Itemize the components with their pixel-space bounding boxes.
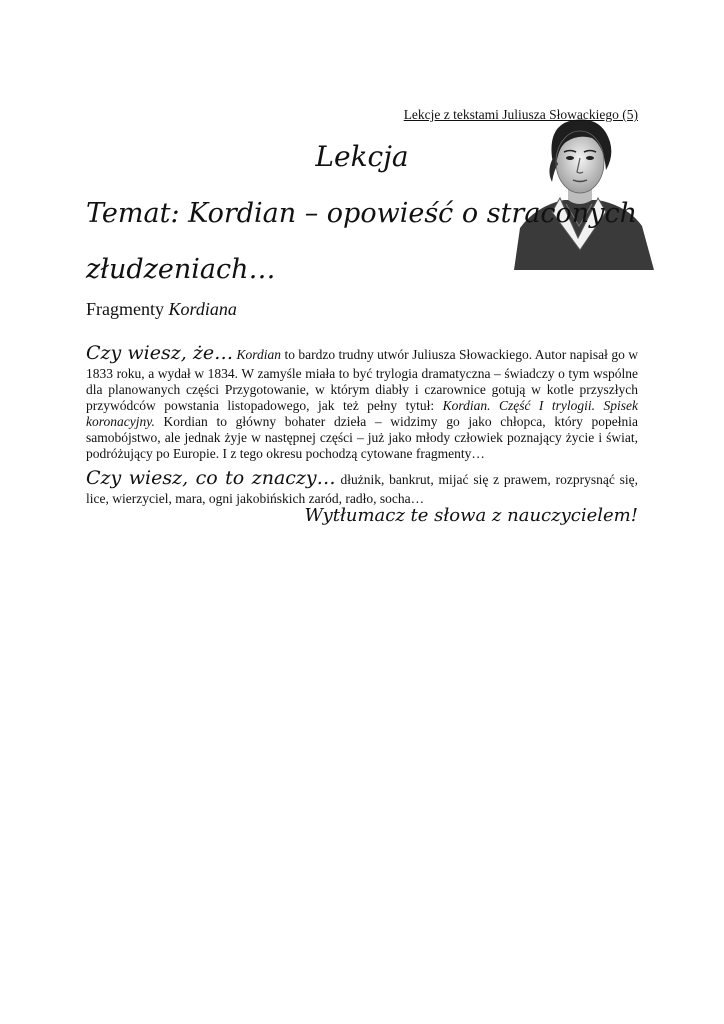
fragments-heading bbox=[86, 299, 237, 320]
fragments-label: Fragmenty bbox=[86, 299, 164, 319]
closing-instruction: Wytłumacz te słowa z nauczycielem! bbox=[304, 505, 638, 526]
meaning-lead: Czy wiesz, co to znaczy… bbox=[86, 467, 336, 489]
series-header: Lekcje z tekstami Juliusza Słowackiego (5) bbox=[403, 107, 638, 122]
meaning-paragraph bbox=[86, 465, 638, 507]
did-you-know-paragraph bbox=[86, 340, 638, 462]
kordian-full-title: Kordian. Część I trylogii. Spisek koronacyjny. bbox=[86, 398, 638, 429]
body-text bbox=[86, 340, 638, 507]
meaning-words: dłużnik, bankrut, mijać się z prawem, rozprysnąć się, lice, wierzyciel, mara, ogni jakobińskich zaród, radło, socha… bbox=[86, 472, 638, 506]
did-you-know-lead: Czy wiesz, że… bbox=[86, 342, 234, 364]
lesson-topic: Temat: Kordian – opowieść o straconych złudzeniach… bbox=[86, 198, 637, 285]
lesson-heading: Lekcja bbox=[315, 140, 409, 173]
did-you-know-text-2: Kordian to główny bohater dzieła – widzimy go jako chłopca, który popełnia samobójstwo, ale jednak żyje w następnej części – już jako młody człowiek poznający życie i świat, podróżujący po Europie. I z tego okresu pochodzą cytowane fragmenty… bbox=[86, 414, 638, 461]
did-you-know-text-1: to bardzo trudny utwór Juliusza Słowackiego. Autor napisał go w 1833 roku, a wydał w 1834. W zamyśle miała to być trylogia dramatyczna – świadczy o tym wspólne dla planowanych części Przygotowanie, w którym diabły i czarownice gotują w kotle przyszłych przywódców powstania listopadowego, jak też pełny tytuł: bbox=[86, 347, 639, 413]
fragments-title: Kordiana bbox=[168, 299, 237, 319]
kordian-title-word: Kordian bbox=[236, 347, 282, 362]
